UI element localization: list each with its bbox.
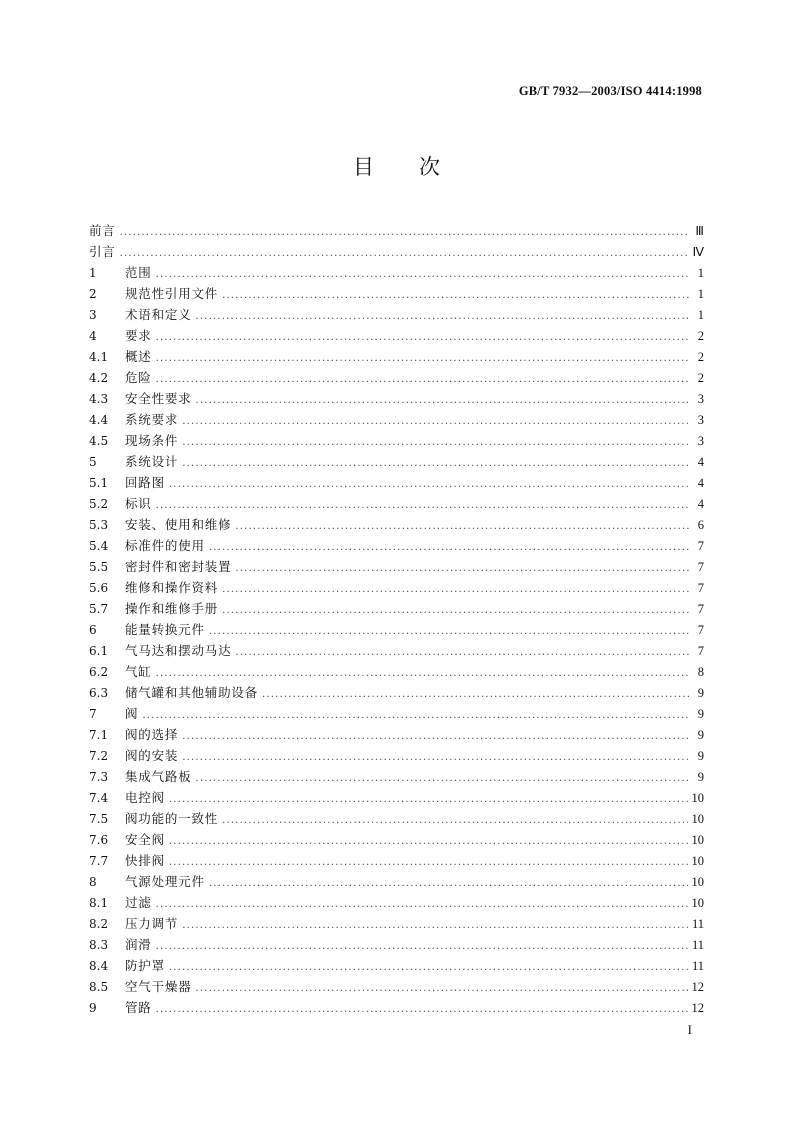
toc-entry-label: 安全性要求 [125, 391, 192, 406]
toc-entry-page: 10 [691, 791, 704, 805]
toc-entry[interactable] [89, 241, 704, 262]
toc-entry[interactable] [89, 703, 704, 724]
toc-entry[interactable] [89, 409, 704, 430]
toc-dot-leader [182, 411, 690, 432]
toc-entry-label: 回路图 [125, 475, 165, 490]
toc-entry-number: 7.5 [89, 812, 109, 826]
toc-entry-number: 7.7 [89, 854, 109, 868]
toc-entry-label: 现场条件 [125, 433, 179, 448]
toc-entry[interactable] [89, 577, 704, 598]
toc-dot-leader [235, 516, 690, 537]
toc-entry-page: 1 [697, 308, 704, 322]
toc-entry-number: 5.3 [89, 518, 109, 532]
toc-entry-number: 4.3 [89, 392, 109, 406]
toc-entry-page: 3 [697, 434, 704, 448]
toc-entry[interactable] [89, 346, 704, 367]
toc-entry-page: 9 [697, 707, 704, 721]
toc-dot-leader [156, 894, 688, 915]
toc-entry[interactable] [89, 388, 704, 409]
toc-entry-label: 术语和定义 [125, 307, 192, 322]
toc-entry-number: 4 [89, 329, 97, 343]
toc-entry-number: 4.4 [89, 413, 109, 427]
toc-entry-number: 1 [89, 266, 97, 280]
toc-entry[interactable] [89, 430, 704, 451]
toc-entry[interactable] [89, 871, 704, 892]
toc-entry-number: 9 [89, 1001, 97, 1015]
toc-entry[interactable] [89, 325, 704, 346]
toc-entry-label: 过滤 [125, 895, 152, 910]
toc-entry-label: 气缸 [125, 664, 152, 679]
toc-dot-leader [222, 285, 690, 306]
toc-dot-leader [169, 852, 688, 873]
title-char-1: 目 [353, 155, 375, 179]
toc-dot-leader [156, 327, 690, 348]
toc-entry-page: Ⅳ [692, 245, 704, 259]
toc-entry-number: 5.2 [89, 497, 109, 511]
toc-entry-number: 6 [89, 623, 97, 637]
toc-entry-page: 12 [691, 1001, 704, 1015]
toc-entry-label: 能量转换元件 [125, 622, 205, 637]
toc-entry-page: 12 [691, 980, 704, 994]
toc-entry-label: 阀 [125, 706, 139, 721]
toc-entry[interactable] [89, 220, 704, 241]
toc-entry-label: 阀功能的一致性 [125, 811, 219, 826]
toc-entry-number: 8.2 [89, 917, 109, 931]
toc-entry-number: 4.5 [89, 434, 109, 448]
toc-entry[interactable] [89, 955, 704, 976]
toc-entry-label: 阀的选择 [125, 727, 179, 742]
toc-dot-leader [156, 495, 690, 516]
toc-entry-page: 10 [691, 896, 704, 910]
toc-entry-label: 润滑 [125, 937, 152, 952]
toc-entry-page: 11 [691, 917, 704, 931]
toc-entry-label: 阀的安装 [125, 748, 179, 763]
toc-entry-label: 系统设计 [125, 454, 179, 469]
toc-entry[interactable] [89, 514, 704, 535]
toc-entry[interactable] [89, 367, 704, 388]
toc-entry-label: 规范性引用文件 [125, 286, 219, 301]
toc-entry-number: 4.2 [89, 371, 109, 385]
toc-entry-label: 压力调节 [125, 916, 179, 931]
toc-dot-leader [209, 537, 690, 558]
toc-entry-number: 8.3 [89, 938, 109, 952]
toc-entry-page: 2 [697, 371, 704, 385]
toc-entry[interactable] [89, 766, 704, 787]
toc-entry[interactable] [89, 724, 704, 745]
toc-dot-leader [142, 705, 690, 726]
toc-entry-label: 密封件和密封装置 [125, 559, 232, 574]
toc-entry[interactable] [89, 997, 704, 1018]
toc-entry-page: 9 [697, 686, 704, 700]
toc-entry-label: 危险 [125, 370, 152, 385]
toc-entry-label: 安装、使用和维修 [125, 517, 232, 532]
toc-entry-page: Ⅲ [695, 224, 704, 238]
toc-entry-number: 5.1 [89, 476, 109, 490]
toc-dot-leader [182, 915, 688, 936]
toc-entry-number: 3 [89, 308, 97, 322]
toc-entry-page: 8 [697, 665, 704, 679]
toc-entry[interactable] [89, 262, 704, 283]
toc-entry[interactable] [89, 598, 704, 619]
toc-entry-label: 气源处理元件 [125, 874, 205, 889]
toc-entry[interactable] [89, 808, 704, 829]
toc-dot-leader [169, 957, 688, 978]
toc-dot-leader [235, 642, 690, 663]
toc-entry-number: 7.2 [89, 749, 109, 763]
toc-entry-page: 10 [691, 812, 704, 826]
toc-dot-leader [196, 306, 690, 327]
toc-entry-label: 要求 [125, 328, 152, 343]
toc-dot-leader [182, 747, 690, 768]
toc-entry[interactable] [89, 934, 704, 955]
table-of-contents [89, 220, 704, 1018]
toc-entry-number: 7.6 [89, 833, 109, 847]
toc-entry-page: 10 [691, 875, 704, 889]
toc-dot-leader [120, 222, 690, 243]
toc-entry-label: 集成气路板 [125, 769, 192, 784]
toc-dot-leader [222, 579, 690, 600]
toc-entry-label: 概述 [125, 349, 152, 364]
toc-entry-page: 9 [697, 728, 704, 742]
toc-dot-leader [182, 726, 690, 747]
toc-entry-number: 7 [89, 707, 97, 721]
toc-entry-number: 5.7 [89, 602, 109, 616]
toc-entry[interactable] [89, 892, 704, 913]
toc-dot-leader [156, 999, 688, 1020]
toc-entry-label: 电控阀 [125, 790, 165, 805]
toc-dot-leader [222, 600, 690, 621]
toc-entry[interactable] [89, 304, 704, 325]
standard-number: GB/T 7932—2003/ISO 4414:1998 [518, 84, 702, 98]
toc-entry[interactable] [89, 451, 704, 472]
toc-dot-leader [156, 369, 690, 390]
toc-entry-label: 快排阀 [125, 853, 165, 868]
toc-entry-label: 标准件的使用 [125, 538, 205, 553]
toc-dot-leader [222, 810, 687, 831]
toc-entry-page: 7 [697, 644, 704, 658]
toc-entry-page: 9 [697, 770, 704, 784]
toc-entry-number: 7.4 [89, 791, 109, 805]
toc-entry-page: 10 [691, 854, 704, 868]
page-folio: I [687, 1022, 692, 1037]
toc-dot-leader [156, 264, 690, 285]
toc-entry-page: 2 [697, 350, 704, 364]
toc-entry[interactable] [89, 976, 704, 997]
toc-entry-page: 10 [691, 833, 704, 847]
toc-entry-page: 7 [697, 623, 704, 637]
toc-entry-page: 7 [697, 560, 704, 574]
toc-entry[interactable] [89, 913, 704, 934]
toc-entry-page: 7 [697, 539, 704, 553]
toc-entry[interactable] [89, 640, 704, 661]
toc-entry-page: 4 [697, 455, 704, 469]
toc-entry[interactable] [89, 745, 704, 766]
toc-entry-label: 防护罩 [125, 958, 165, 973]
toc-dot-leader [182, 432, 690, 453]
toc-dot-leader [120, 243, 689, 264]
toc-entry-number: 7.1 [89, 728, 109, 742]
toc-dot-leader [209, 621, 690, 642]
toc-entry-page: 4 [697, 476, 704, 490]
toc-dot-leader [196, 768, 690, 789]
toc-entry-page: 11 [691, 938, 704, 952]
toc-entry-label: 引言 [89, 244, 116, 259]
toc-entry-page: 4 [697, 497, 704, 511]
toc-dot-leader [156, 663, 690, 684]
toc-entry-number: 8.4 [89, 959, 109, 973]
toc-entry-number: 8.5 [89, 980, 109, 994]
toc-entry[interactable] [89, 787, 704, 808]
toc-entry-label: 气马达和摆动马达 [125, 643, 232, 658]
toc-dot-leader [196, 978, 688, 999]
toc-entry-number: 8.1 [89, 896, 109, 910]
page-title [0, 151, 794, 181]
toc-entry-page: 6 [697, 518, 704, 532]
toc-entry-label: 管路 [125, 1000, 152, 1015]
toc-entry-number: 6.3 [89, 686, 109, 700]
toc-entry[interactable] [89, 850, 704, 871]
toc-entry-page: 9 [697, 749, 704, 763]
toc-dot-leader [156, 348, 690, 369]
toc-dot-leader [169, 831, 688, 852]
title-char-2: 次 [419, 155, 441, 179]
toc-entry-page: 11 [691, 959, 704, 973]
toc-entry[interactable] [89, 682, 704, 703]
toc-entry-page: 2 [697, 329, 704, 343]
toc-entry-label: 操作和维修手册 [125, 601, 219, 616]
toc-dot-leader [196, 390, 690, 411]
toc-entry-label: 安全阀 [125, 832, 165, 847]
toc-dot-leader [169, 789, 688, 810]
toc-dot-leader [169, 474, 690, 495]
toc-entry-page: 3 [697, 413, 704, 427]
toc-entry-label: 标识 [125, 496, 152, 511]
toc-entry-number: 5.5 [89, 560, 109, 574]
toc-entry-number: 2 [89, 287, 97, 301]
toc-entry-number: 5 [89, 455, 97, 469]
toc-entry-page: 1 [697, 287, 704, 301]
toc-entry-label: 空气干燥器 [125, 979, 192, 994]
toc-entry[interactable] [89, 493, 704, 514]
toc-entry[interactable] [89, 556, 704, 577]
toc-entry[interactable] [89, 829, 704, 850]
toc-entry-label: 系统要求 [125, 412, 179, 427]
toc-entry-page: 3 [697, 392, 704, 406]
toc-entry-number: 6.1 [89, 644, 109, 658]
toc-entry-number: 8 [89, 875, 97, 889]
toc-entry-number: 7.3 [89, 770, 109, 784]
toc-entry-label: 储气罐和其他辅助设备 [125, 685, 259, 700]
toc-dot-leader [262, 684, 690, 705]
toc-entry-label: 范围 [125, 265, 152, 280]
toc-dot-leader [235, 558, 690, 579]
toc-entry-number: 6.2 [89, 665, 109, 679]
toc-entry[interactable] [89, 472, 704, 493]
toc-dot-leader [182, 453, 690, 474]
toc-entry-page: 7 [697, 581, 704, 595]
toc-dot-leader [156, 936, 688, 957]
toc-entry[interactable] [89, 283, 704, 304]
toc-entry[interactable] [89, 661, 704, 682]
toc-entry-page: 1 [697, 266, 704, 280]
toc-entry[interactable] [89, 535, 704, 556]
toc-entry[interactable] [89, 619, 704, 640]
toc-entry-label: 维修和操作资料 [125, 580, 219, 595]
toc-dot-leader [209, 873, 688, 894]
toc-entry-label: 前言 [89, 223, 116, 238]
toc-entry-number: 5.4 [89, 539, 109, 553]
toc-entry-number: 4.1 [89, 350, 109, 364]
toc-entry-page: 7 [697, 602, 704, 616]
toc-entry-number: 5.6 [89, 581, 109, 595]
